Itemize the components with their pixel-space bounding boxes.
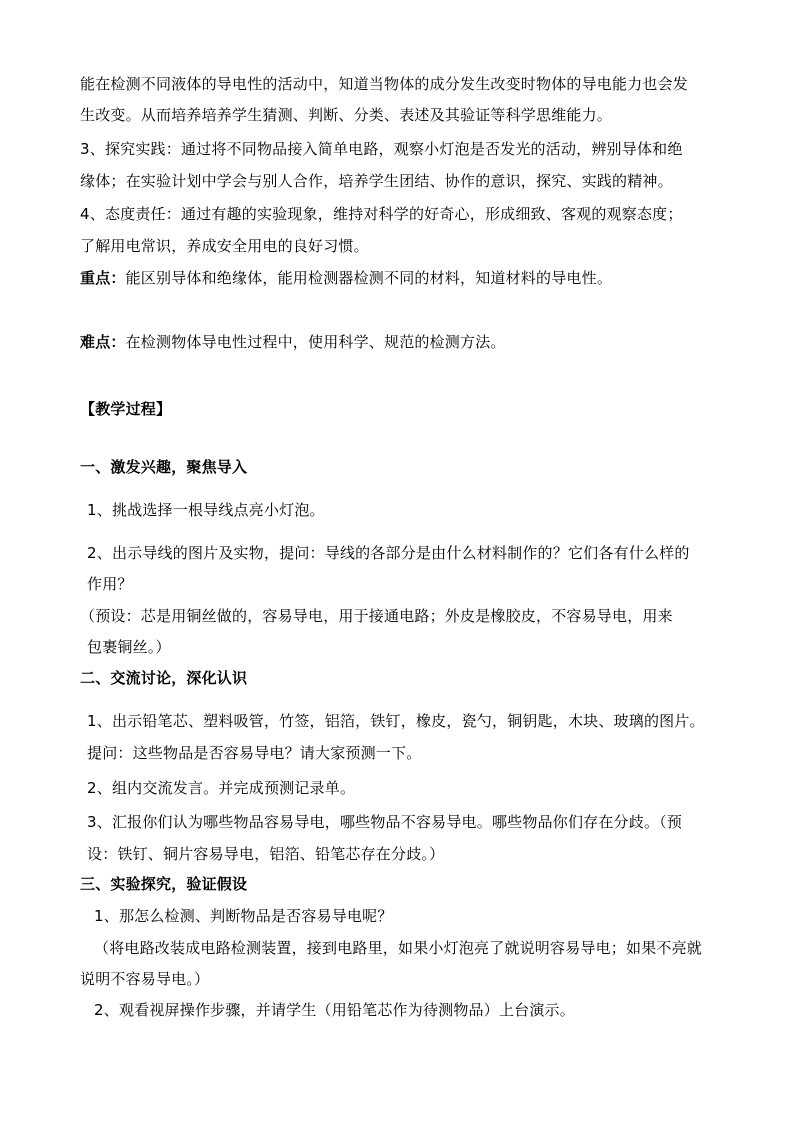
section-3-explanation-line-2: 说明不容易导电。） <box>80 970 210 988</box>
section-2-item-3-line-2: 设：铁钉、铜片容易导电，铝箔、铅笔芯存在分歧。） <box>87 845 445 863</box>
difficulty-paragraph <box>80 332 506 352</box>
teaching-process-heading: 【教学过程】 <box>80 400 172 418</box>
section-1-item-1: 1、挑战选择一根导线点亮小灯泡。 <box>87 501 325 519</box>
objective-4-line-2: 了解用电常识，养成安全用电的良好习惯。 <box>80 237 369 255</box>
section-1-heading: 一、激发兴趣，聚焦导入 <box>80 458 248 476</box>
objective-2-continuation-line-2: 生改变。从而培养培养学生猜测、判断、分类、表述及其验证等科学思维能力。 <box>80 106 613 124</box>
section-2-heading: 二、交流讨论，深化认识 <box>80 669 248 687</box>
objective-4-line-1: 4、态度责任：通过有趣的实验现象，维持对科学的好奇心，形成细致、客观的观察态度； <box>80 205 683 223</box>
difficulty-label: 难点： <box>80 333 126 351</box>
section-3-heading: 三、实验探究，验证假设 <box>80 875 248 893</box>
section-1-item-2-line-1: 2、出示导线的图片及实物，提问：导线的各部分是由什么材料制作的？它们各有什么样的 <box>87 544 690 562</box>
section-2-item-3-line-1: 3、汇报你们认为哪些物品容易导电，哪些物品不容易导电。哪些物品你们存在分歧。（预 <box>87 813 683 831</box>
section-1-preset-line-1: （预设：芯是用铜丝做的，容易导电，用于接通电路；外皮是橡胶皮，不容易导电，用来 <box>80 607 673 625</box>
key-point-text: 能区别导体和绝缘体，能用检测器检测不同的材料，知道材料的导电性。 <box>125 269 613 287</box>
section-3-item-1: 1、那怎么检测、判断物品是否容易导电呢？ <box>94 907 393 925</box>
section-3-explanation-line-1: （将电路改装成电路检测装置，接到电路里，如果小灯泡亮了就说明容易导电；如果不亮就 <box>94 939 703 957</box>
section-1-item-2-line-2: 作用？ <box>87 575 133 593</box>
objective-2-continuation-line-1: 能在检测不同液体的导电性的活动中，知道当物体的成分发生改变时物体的导电能力也会发 <box>80 75 689 93</box>
section-2-item-1-line-1: 1、出示铅笔芯、塑料吸管，竹签，铝箔，铁钉，橡皮，瓷勺，铜钥匙，木块、玻璃的图片。 <box>87 712 705 730</box>
objective-3-line-2: 缘体；在实验计划中学会与别人合作，培养学生团结、协作的意识，探究、实践的精神。 <box>80 172 673 190</box>
key-point-paragraph <box>80 268 612 288</box>
section-2-item-2: 2、组内交流发言。并完成预测记录单。 <box>87 779 356 797</box>
objective-3-line-1: 3、探究实践：通过将不同物品接入简单电路，观察小灯泡是否发光的活动，辨别导体和绝 <box>80 140 683 158</box>
section-3-item-2: 2、观看视屏操作步骤，并请学生（用铅笔芯作为待测物品）上台演示。 <box>94 1001 575 1019</box>
key-point-label: 重点： <box>80 269 126 287</box>
section-1-preset-line-2: 包裹铜丝。） <box>87 638 171 656</box>
section-2-item-1-line-2: 提问：这些物品是否容易导电？请大家预测一下。 <box>87 744 422 762</box>
difficulty-text: 在检测物体导电性过程中，使用科学、规范的检测方法。 <box>125 333 506 351</box>
